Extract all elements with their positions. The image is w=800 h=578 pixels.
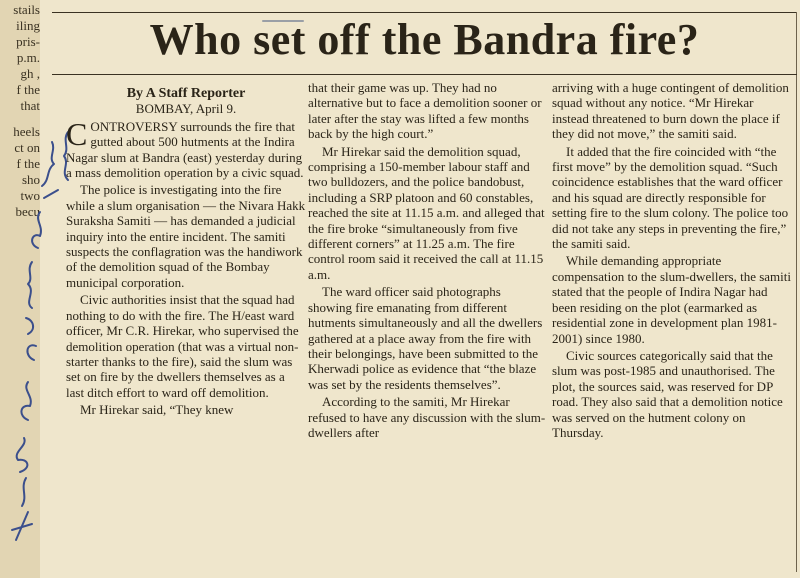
fragment-line: f the [16,156,40,171]
fragment-line: heels [13,124,40,139]
fragment-line: that [20,98,40,113]
paragraph: The police is investigating into the fire while a slum organisation — the Nivara Hakk Suraksha Samiti — has demanded a judicial inquiry into the entire incident. The samiti suspects the conflagration was the handiwork of the demolition squad of the Bombay municipal corporation. [66,182,306,290]
fragment-line: becu [15,204,40,219]
fragment-line: two [20,188,40,203]
fragment-line: gh , [20,66,40,81]
paragraph: arriving with a huge contingent of demolition squad without any notice. “Mr Hirekar instead threatened to burn down the place if they did not move,” the samiti said. [552,80,789,142]
fragment-line: ct on [14,140,40,155]
fragment-line: pris- [16,34,40,49]
article-column-3 [552,80,792,442]
paragraph: It added that the fire coincided with “the first move” by the demolition squad. “Such coincidence establishes that the ward officer and his squad are directly responsible for setting fire to the slum colony. The police too did not take any steps in preventing the fire,” the samiti said. [552,143,789,252]
lead-paragraph [66,115,306,181]
paragraph: Mr Hirekar said, “They knew [80,402,234,418]
byline: By A Staff Reporter [126,86,246,101]
article-column-2 [308,80,548,442]
right-rule [796,12,797,572]
paragraph: According to the samiti, Mr Hirekar refused to have any discussion with the slum-dwellers after [308,394,546,440]
paragraph: Civic authorities insist that the squad had nothing to do with the fire. The H/east ward officer, Mr C.R. Hirekar, who supervised the demolition operation (that was a virtual non-starter thanks to the fire), said the slum was set on fire by the dwellers themselves as a last ditch effort to ward off demolition. [66,292,299,400]
dateline: BOMBAY, April 9. [135,101,237,117]
fragment-line: iling [16,18,40,33]
drop-cap: C [66,115,88,152]
headline: Who set off the Bandra fire? [149,15,700,64]
headline-rule [52,74,797,75]
paragraph: The ward officer said photographs showing fire emanating from different hutments simultaneously and all the dwellers gathered at a place away from the fire with their belongings, have been submitted to the Kherwadi police as evidence that “the blaze was set by the residents themselves”. [308,284,543,392]
fragment-line: sho [21,172,40,187]
paragraph-text: ONTROVERSY surrounds the fire that gutted about 500 hutments at the Indira Nagar slum at Bandra (east) yesterday during a mass demolition operation by a civic squad. [66,118,304,181]
article-column-1 [66,80,306,420]
fragment-line: stails [13,2,40,17]
fragment-line: p.m. [16,50,40,65]
fragment-line: f the [16,82,40,97]
top-rule [52,12,797,13]
paragraph: Civic sources categorically said that the slum was post-1985 and unauthorised. The plot, the sources said, was reserved for DP road. They also said that a demolition notice was served on the hutment colony on Thursday. [552,347,783,440]
paragraph: that their game was up. They had no alternative but to face a demolition sooner or later after the stay was lifted a few months back by the high court.” [308,80,542,142]
paragraph: Mr Hirekar said the demolition squad, comprising a 150-member labour staff and two bulldozers, and the police bandobust, including a SRP platoon and 60 constables, reached the site at 11.15 a.m. and alleged that the fire broke “simultaneously from five different corners” at 11.25 a.m. The fire control room said it received the call at 11.15 a.m. [308,143,545,282]
paragraph: While demanding appropriate compensation to the slum-dwellers, the samiti stated that the people of Indira Nagar had been residing on the plot (earmarked as residential zone in development plan 1981-2001) since 1980. [552,253,792,346]
